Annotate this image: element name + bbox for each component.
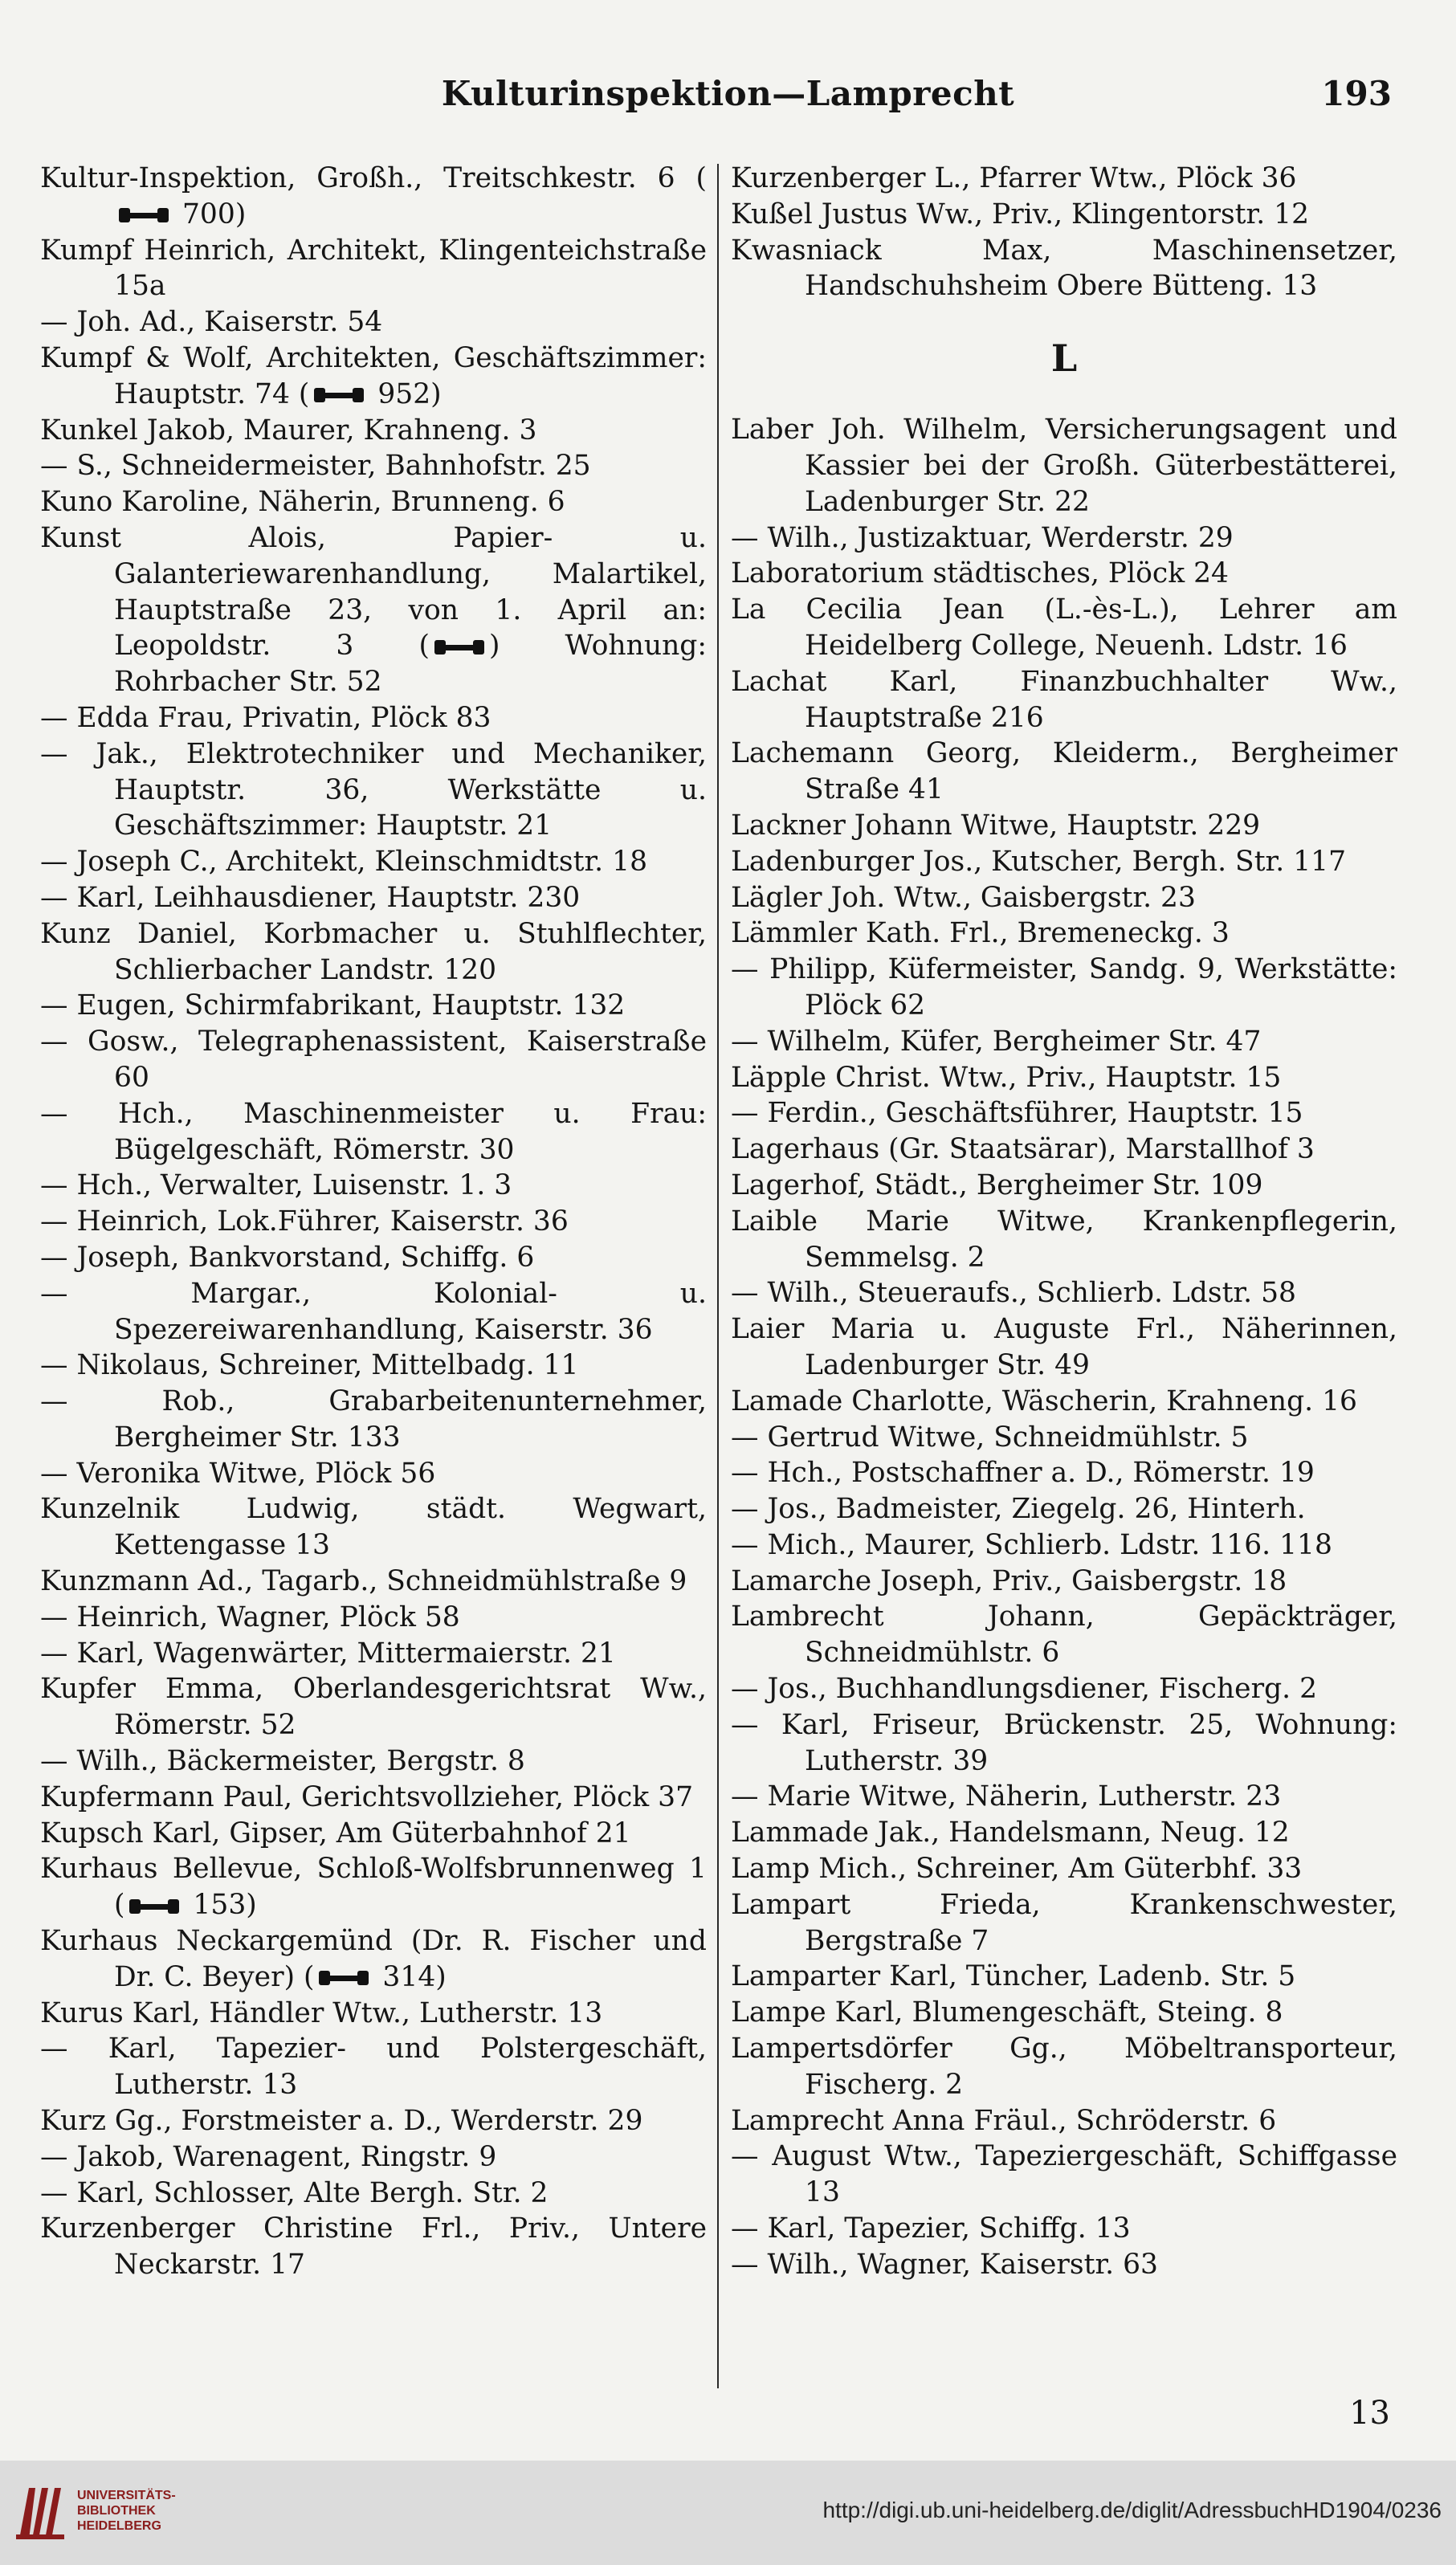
directory-entry: — Wilh., Bäckermeister, Bergstr. 8 bbox=[40, 1745, 525, 1778]
telephone-icon bbox=[117, 206, 170, 224]
directory-entry: — Rob., Grabarbeitenunternehmer, Bergheimer Str. 133 bbox=[40, 1385, 707, 1454]
directory-entry: Lamparter Karl, Tüncher, Ladenb. Str. 5 bbox=[731, 1960, 1296, 1993]
directory-entry: Laber Joh. Wilhelm, Versicherungsagent und Kassier bei der Großh. Güterbestätterei, Ladenburger Str. 22 bbox=[731, 414, 1397, 518]
footer-bar bbox=[0, 2461, 1456, 2565]
directory-entry: Lackner Johann Witwe, Hauptstr. 229 bbox=[731, 809, 1261, 842]
left-column bbox=[40, 161, 707, 2283]
directory-entry: — Hch., Verwalter, Luisenstr. 1. 3 bbox=[40, 1169, 512, 1202]
directory-entry: Kurus Karl, Händler Wtw., Lutherstr. 13 bbox=[40, 1996, 603, 2029]
directory-entry: Kurhaus Bellevue, Schloß-Wolfsbrunnenweg 1 ( 153) bbox=[40, 1853, 707, 1922]
directory-entry: — Karl, Friseur, Brückenstr. 25, Wohnung: Lutherstr. 39 bbox=[731, 1708, 1397, 1777]
directory-entry: Kunzelnik Ludwig, städt. Wegwart, Kettengasse 13 bbox=[40, 1493, 707, 1562]
directory-entry: Kunzmann Ad., Tagarb., Schneidmühlstraße 9 bbox=[40, 1565, 687, 1598]
library-logo-text bbox=[77, 2488, 176, 2534]
directory-entry: — Karl, Wagenwärter, Mittermaierstr. 21 bbox=[40, 1637, 616, 1670]
directory-entry: — August Wtw., Tapeziergeschäft, Schiffgasse 13 bbox=[731, 2140, 1397, 2209]
directory-entry: Kultur-Inspektion, Großh., Treitschkestr. 6 ( 700) bbox=[40, 162, 707, 230]
directory-entry: Lamade Charlotte, Wäscherin, Krahneng. 16 bbox=[731, 1384, 1357, 1417]
directory-entry: Laboratorium städtisches, Plöck 24 bbox=[731, 557, 1229, 590]
directory-entry: Lamarche Joseph, Priv., Gaisbergstr. 18 bbox=[731, 1564, 1287, 1597]
directory-entry: — Karl, Schlosser, Alte Bergh. Str. 2 bbox=[40, 2176, 549, 2209]
directory-entry: Kunkel Jakob, Maurer, Krahneng. 3 bbox=[40, 414, 537, 447]
directory-entry: — Jos., Buchhandlungsdiener, Fischerg. 2 bbox=[731, 1673, 1318, 1706]
directory-entry: Kumpf & Wolf, Architekten, Geschäftszimmer: Hauptstr. 74 ( 952) bbox=[40, 341, 707, 410]
directory-entry: Lampertsdörfer Gg., Möbeltransporteur, Fischerg. 2 bbox=[731, 2033, 1397, 2101]
directory-entry: Kumpf Heinrich, Architekt, Klingenteichstraße 15a bbox=[40, 234, 707, 303]
directory-entry: — Heinrich, Lok.Führer, Kaiserstr. 36 bbox=[40, 1205, 569, 1238]
directory-entry: — Jos., Badmeister, Ziegelg. 26, Hinterh. bbox=[731, 1493, 1306, 1526]
telephone-icon bbox=[433, 638, 486, 656]
directory-entry: Lambrecht Johann, Gepäckträger, Schneidmühlstr. 6 bbox=[731, 1601, 1397, 1670]
library-logo-icon bbox=[14, 2483, 66, 2543]
directory-entry: Kußel Justus Ww., Priv., Klingentorstr. 12 bbox=[731, 198, 1310, 230]
directory-entry: Kupfer Emma, Oberlandesgerichtsrat Ww., Römerstr. 52 bbox=[40, 1673, 707, 1742]
directory-entry: La Cecilia Jean (L.-ès-L.), Lehrer am Heidelberg College, Neuenh. Ldstr. 16 bbox=[731, 593, 1397, 662]
directory-entry: — Jak., Elektrotechniker und Mechaniker, Hauptstr. 36, Werkstätte u. Geschäftszimmer: Hauptstr. 21 bbox=[40, 737, 707, 842]
section-letter-heading: L bbox=[1050, 336, 1078, 381]
directory-entry: Lägler Joh. Wtw., Gaisbergstr. 23 bbox=[731, 881, 1196, 914]
directory-entry: Laier Maria u. Auguste Frl., Näherinnen, Ladenburger Str. 49 bbox=[731, 1313, 1397, 1381]
directory-entry: Kurzenberger Christine Frl., Priv., Untere Neckarstr. 17 bbox=[40, 2212, 707, 2282]
right-column bbox=[731, 161, 1397, 2283]
source-url-link[interactable]: http://digi.ub.uni-heidelberg.de/diglit/AdressbuchHD1904/0236 bbox=[822, 2498, 1442, 2522]
directory-entry: — S., Schneidermeister, Bahnhofstr. 25 bbox=[40, 450, 591, 483]
directory-entry: Kurz Gg., Forstmeister a. D., Werderstr. 29 bbox=[40, 2105, 643, 2138]
directory-entry: — Margar., Kolonial- u. Spezereiwarenhandlung, Kaiserstr. 36 bbox=[40, 1277, 707, 1346]
directory-entry: Kunst Alois, Papier- u. Galanteriewarenhandlung, Malartikel, Hauptstraße 23, von 1. April an: Leopoldstr. 3 ( ) Wohnung: Rohrbacher Str. 52 bbox=[40, 521, 708, 699]
telephone-icon bbox=[312, 386, 365, 404]
directory-entry: — Wilh., Steueraufs., Schlierb. Ldstr. 58 bbox=[731, 1277, 1296, 1310]
directory-entry: — Nikolaus, Schreiner, Mittelbadg. 11 bbox=[40, 1349, 579, 1382]
directory-entry: — Hch., Postschaffner a. D., Römerstr. 19 bbox=[731, 1457, 1315, 1490]
logo-line: HEIDELBERG bbox=[77, 2519, 161, 2533]
directory-entry: — Heinrich, Wagner, Plöck 58 bbox=[40, 1601, 460, 1633]
page-header bbox=[0, 74, 1456, 130]
directory-entry: — Wilh., Wagner, Kaiserstr. 63 bbox=[731, 2248, 1158, 2281]
directory-entry: — Hch., Maschinenmeister u. Frau: Bügelgeschäft, Römerstr. 30 bbox=[40, 1097, 707, 1166]
directory-entry: — Veronika Witwe, Plöck 56 bbox=[40, 1457, 436, 1490]
directory-entry: Kurhaus Neckargemünd (Dr. R. Fischer und Dr. C. Beyer) ( 314) bbox=[40, 1925, 707, 1993]
telephone-icon bbox=[317, 1969, 370, 1987]
directory-entry: Lachat Karl, Finanzbuchhalter Ww., Hauptstraße 216 bbox=[731, 665, 1397, 734]
directory-entry: Lammade Jak., Handelsmann, Neug. 12 bbox=[731, 1817, 1290, 1849]
running-title: Kulturinspektion—Lamprecht bbox=[441, 74, 1015, 113]
column-divider bbox=[717, 164, 719, 2388]
directory-entry: — Ferdin., Geschäftsführer, Hauptstr. 15 bbox=[731, 1097, 1303, 1130]
directory-entry: — Joseph, Bankvorstand, Schiffg. 6 bbox=[40, 1241, 535, 1274]
directory-entry: Kunz Daniel, Korbmacher u. Stuhlflechter, Schlierbacher Landstr. 120 bbox=[40, 917, 707, 986]
directory-entry: — Joseph C., Architekt, Kleinschmidtstr. 18 bbox=[40, 846, 648, 879]
directory-entry: Kurzenberger L., Pfarrer Wtw., Plöck 36 bbox=[731, 162, 1297, 194]
directory-entry: — Mich., Maurer, Schlierb. Ldstr. 116. 118 bbox=[731, 1528, 1332, 1561]
directory-entry: — Eugen, Schirmfabrikant, Hauptstr. 132 bbox=[40, 989, 626, 1022]
directory-entry: — Karl, Tapezier, Schiffg. 13 bbox=[731, 2212, 1131, 2245]
directory-entry: Lagerhof, Städt., Bergheimer Str. 109 bbox=[731, 1168, 1263, 1201]
directory-entry: Kuno Karoline, Näherin, Brunneng. 6 bbox=[40, 486, 565, 519]
directory-entry: Kupfermann Paul, Gerichtsvollzieher, Plöck 37 bbox=[40, 1780, 694, 1813]
directory-entry: — Jakob, Warenagent, Ringstr. 9 bbox=[40, 2140, 497, 2173]
directory-entry: — Gertrud Witwe, Schneidmühlstr. 5 bbox=[731, 1421, 1249, 1454]
telephone-icon bbox=[128, 1898, 181, 1915]
logo-line: BIBLIOTHEK bbox=[77, 2504, 156, 2518]
directory-entry: — Wilh., Justizaktuar, Werderstr. 29 bbox=[731, 521, 1234, 554]
directory-entry: Lachemann Georg, Kleiderm., Bergheimer Straße 41 bbox=[731, 737, 1397, 806]
directory-entry: — Philipp, Küfermeister, Sandg. 9, Werkstätte: Plöck 62 bbox=[731, 953, 1397, 1022]
directory-entry: Lamprecht Anna Fräul., Schröderstr. 6 bbox=[731, 2104, 1277, 2137]
directory-entry: Läpple Christ. Wtw., Priv., Hauptstr. 15 bbox=[731, 1061, 1282, 1094]
directory-entry: Kwasniack Max, Maschinensetzer, Handschuhsheim Obere Bütteng. 13 bbox=[731, 234, 1397, 303]
directory-entry: — Karl, Tapezier- und Polstergeschäft, Lutherstr. 13 bbox=[40, 2033, 707, 2102]
page-number: 193 bbox=[1321, 74, 1392, 113]
directory-entry: — Edda Frau, Privatin, Plöck 83 bbox=[40, 701, 491, 734]
logo-line: UNIVERSITÄTS- bbox=[77, 2489, 176, 2502]
directory-entry: Ladenburger Jos., Kutscher, Bergh. Str. 117 bbox=[731, 845, 1347, 878]
directory-entry: Laible Marie Witwe, Krankenpflegerin, Semmelsg. 2 bbox=[731, 1205, 1397, 1274]
directory-entry: Lämmler Kath. Frl., Bremeneckg. 3 bbox=[731, 917, 1230, 950]
directory-entry: — Karl, Leihhausdiener, Hauptstr. 230 bbox=[40, 881, 581, 914]
directory-entry: — Marie Witwe, Näherin, Lutherstr. 23 bbox=[731, 1780, 1282, 1813]
directory-entry: Lampe Karl, Blumengeschäft, Steing. 8 bbox=[731, 1996, 1283, 2029]
directory-entry: — Gosw., Telegraphenassistent, Kaiserstraße 60 bbox=[40, 1026, 707, 1094]
directory-entry: Lamp Mich., Schreiner, Am Güterbhf. 33 bbox=[731, 1853, 1303, 1886]
directory-entry: — Joh. Ad., Kaiserstr. 54 bbox=[40, 306, 383, 339]
directory-entry: — Wilhelm, Küfer, Bergheimer Str. 47 bbox=[731, 1025, 1262, 1058]
directory-entry: Lagerhaus (Gr. Staatsärar), Marstallhof 3 bbox=[731, 1133, 1315, 1166]
directory-entry: Lampart Frieda, Krankenschwester, Bergstraße 7 bbox=[731, 1888, 1397, 1957]
directory-entry: Kupsch Karl, Gipser, Am Güterbahnhof 21 bbox=[40, 1817, 631, 1849]
signature-mark: 13 bbox=[1349, 2395, 1390, 2432]
